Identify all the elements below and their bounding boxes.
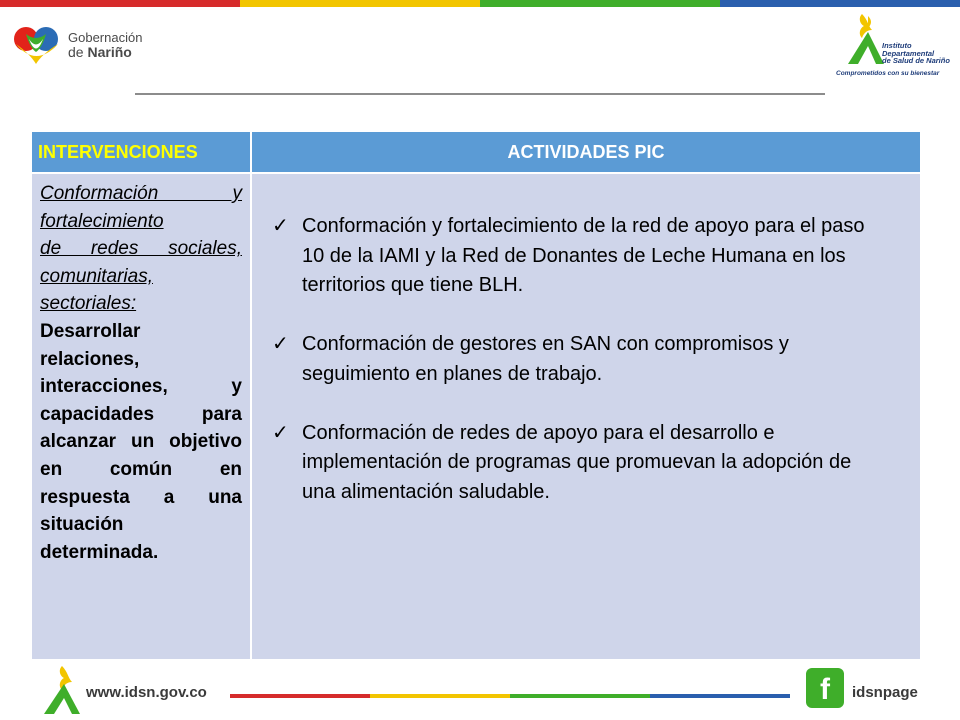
gobernacion-line1: Gobernación [68, 30, 143, 45]
intervention-cell [31, 173, 251, 660]
footer-website-link[interactable]: www.idsn.gov.co [86, 684, 207, 701]
activity-text: Conformación de redes de apoyo para el desarrollo e implementación de programas que promuevan la adopción de una alimentación saludable. [302, 421, 852, 503]
header-divider [135, 93, 825, 95]
activity-item [272, 419, 880, 508]
idsn-line2: Departamental [882, 48, 935, 58]
header-actividades-pic: ACTIVIDADES PIC [251, 131, 921, 173]
idsn-emblem-icon [838, 12, 888, 68]
check-icon: ✓ [272, 333, 289, 355]
facebook-page-label[interactable]: idsnpage [852, 684, 918, 701]
intervention-title-line: sectoriales: [40, 293, 137, 315]
idsn-line3: de Salud de Nariño [882, 56, 950, 65]
gobernacion-line2-prefix: de [68, 44, 88, 60]
intervention-description: Desarrollar relaciones, interacciones, y capacidades para alcanzar un objetivo en común en respuesta a una situación determinada. [40, 320, 242, 563]
footer-idsn-emblem-icon [40, 664, 84, 716]
activity-text: Conformación y fortalecimiento de la red de apoyo para el paso 10 de la IAMI y la Red de Donantes de Leche Humana en los territorios que tiene BLH. [302, 215, 865, 296]
facebook-icon[interactable]: f [806, 668, 844, 708]
gobernacion-line2-bold: Nariño [87, 44, 132, 60]
idsn-tagline: Comprometidos con su bienestar [836, 70, 940, 77]
idsn-logo [834, 12, 950, 82]
idsn-line1: Instituto [882, 41, 912, 50]
intervention-title-line: fortalecimiento [40, 210, 164, 232]
top-color-stripe [0, 0, 960, 7]
footer-color-line [230, 694, 790, 698]
interventions-table [30, 130, 922, 661]
table-header-row [31, 131, 921, 173]
gobernacion-logo [12, 24, 142, 66]
check-icon: ✓ [272, 215, 289, 237]
check-icon: ✓ [272, 421, 289, 444]
activity-item [272, 212, 880, 301]
activities-cell [251, 173, 921, 660]
gobernacion-heart-icon [12, 24, 62, 66]
header-intervenciones: INTERVENCIONES [31, 131, 251, 173]
table-row [31, 173, 921, 660]
intervention-title-line: comunitarias, [40, 265, 153, 287]
intervention-title-line: de redes sociales, [40, 238, 242, 260]
intervention-title-line: Conformación y [40, 183, 242, 204]
activity-item [272, 330, 880, 389]
activity-text: Conformación de gestores en SAN con compromisos y seguimiento en planes de trabajo. [302, 333, 789, 385]
